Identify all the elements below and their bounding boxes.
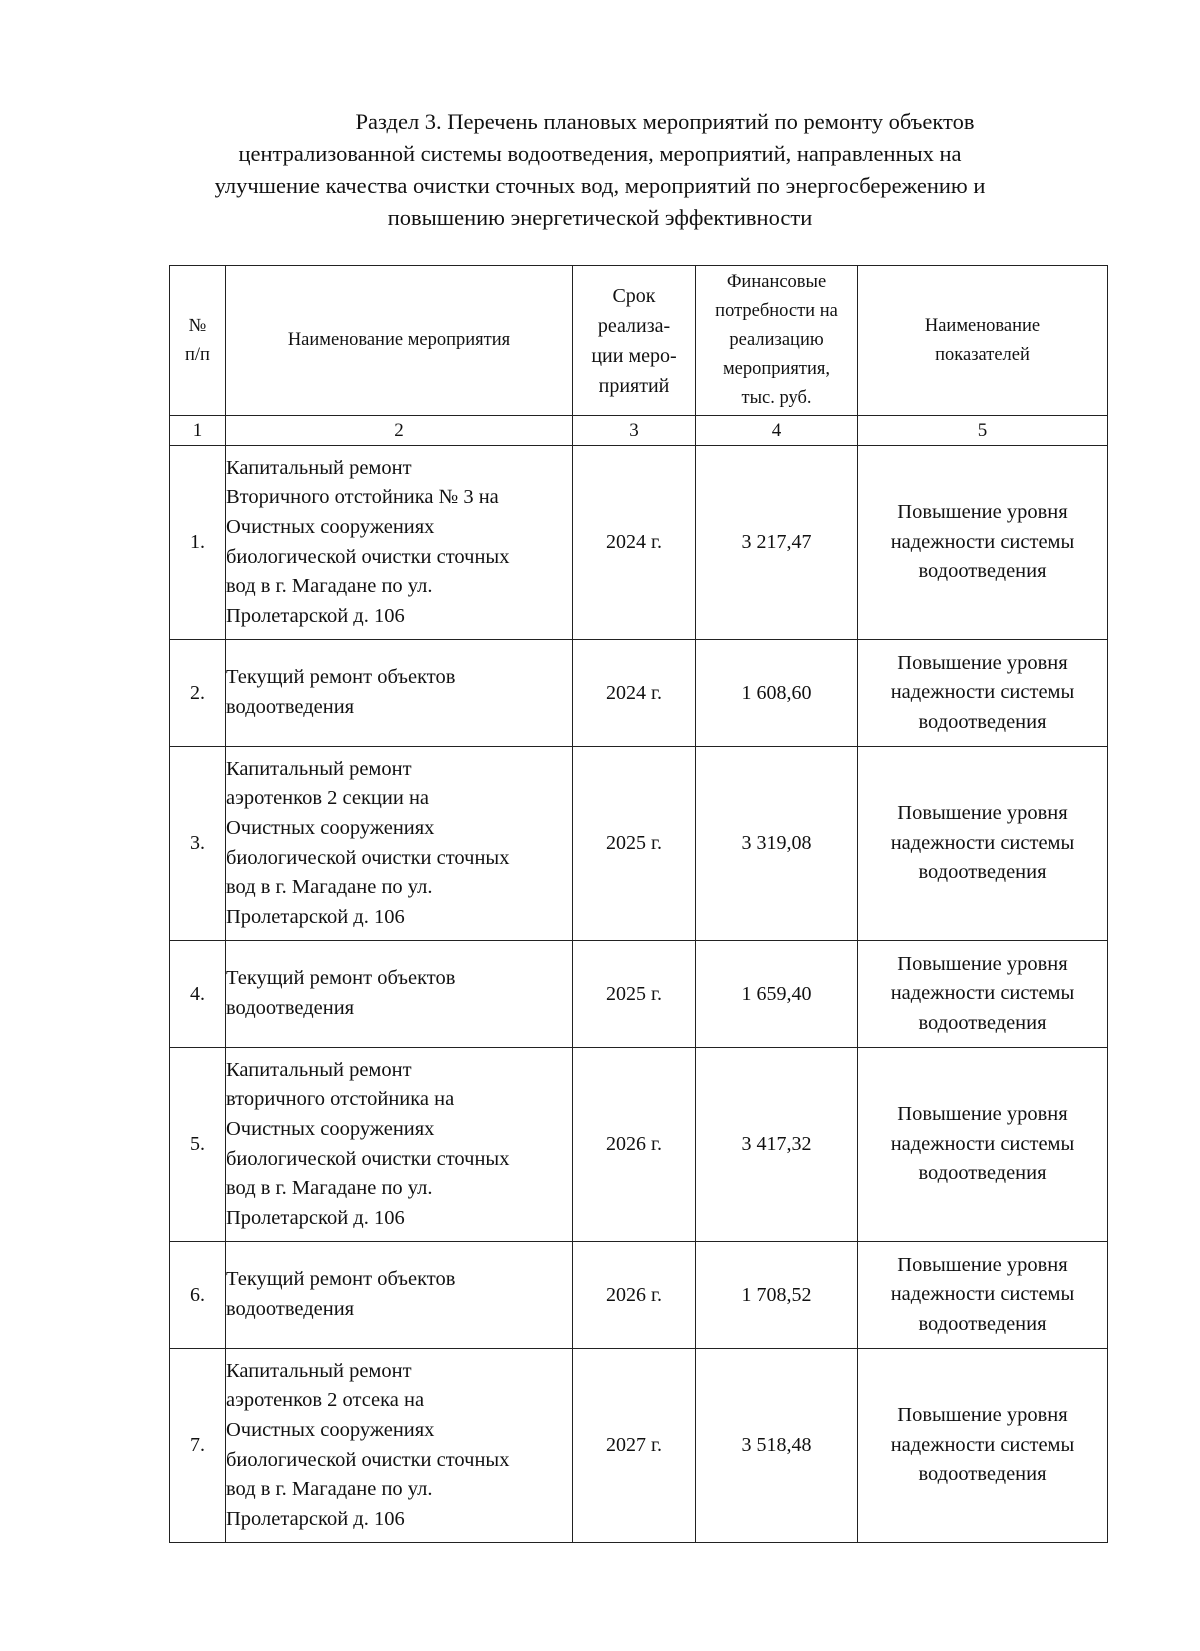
measure-term: 2025 г. (573, 941, 696, 1048)
row-number: 3. (170, 747, 226, 941)
indicator-name (858, 1242, 1108, 1349)
measure-name-line: биологической очистки сточных (226, 1147, 510, 1170)
indicator-line: водоотведения (918, 710, 1047, 733)
measure-name-line: вторичного отстойника на (226, 1088, 455, 1111)
header-term-line: ции меро- (591, 344, 677, 367)
header-num-line: п/п (185, 344, 210, 365)
title-line: улучшение качества очистки сточных вод, мероприятий по энергосбережению и (214, 173, 986, 198)
measure-name-line: водоотведения (226, 696, 355, 718)
header-num (170, 266, 226, 416)
indicator-line: надежности системы (890, 831, 1075, 854)
measure-name-line: вод в г. Магадане по ул. (226, 1478, 433, 1501)
row-number: 5. (170, 1048, 226, 1242)
indicator-line: Повышение уровня (897, 501, 1068, 524)
table-row (170, 747, 1108, 941)
table-row (170, 446, 1108, 640)
measure-name-line: Очистных сооружениях (226, 515, 435, 538)
measures-table (169, 265, 1108, 1543)
title-line: централизованной системы водоотведения, мероприятий, направленных на (238, 141, 962, 166)
header-row (170, 266, 1108, 416)
measure-name-line: Вторичного отстойника № 3 на (226, 486, 499, 509)
measure-name (226, 941, 573, 1048)
header-term-line: приятий (598, 374, 670, 397)
measure-name (226, 1242, 573, 1349)
measure-name-line: биологической очистки сточных (226, 545, 510, 568)
indicator-line: водоотведения (918, 1463, 1047, 1486)
column-number: 1 (170, 416, 226, 446)
measure-name-line: биологической очистки сточных (226, 846, 510, 869)
measure-name-line: Текущий ремонт объектов (226, 1268, 456, 1291)
measure-name-line: Очистных сооружениях (226, 1418, 435, 1441)
measure-name-line: вод в г. Магадане по ул. (226, 1177, 433, 1200)
header-indicator-line: показателей (935, 344, 1030, 365)
measure-term: 2026 г. (573, 1048, 696, 1242)
row-number: 7. (170, 1349, 226, 1543)
indicator-line: надежности системы (890, 530, 1075, 553)
table-row (170, 941, 1108, 1048)
header-num-line: № (188, 315, 207, 336)
header-term-line: реализа- (597, 314, 671, 337)
measure-name-line: Капитальный ремонт (226, 1058, 412, 1081)
indicator-line: надежности системы (890, 1433, 1075, 1456)
measure-name-line: Текущий ремонт объектов (226, 666, 456, 689)
header-term-line: Срок (612, 284, 656, 307)
header-cost-line: реализацию (729, 330, 824, 350)
header-cost-line: тыс. руб. (741, 388, 812, 408)
measure-name-line: Капитальный ремонт (226, 1359, 412, 1382)
header-indicator-line: Наименование (924, 315, 1041, 336)
measure-name-line: Капитальный ремонт (226, 456, 412, 479)
column-number: 5 (858, 416, 1108, 446)
indicator-line: водоотведения (918, 1312, 1047, 1335)
indicator-name (858, 941, 1108, 1048)
title-line: повышению энергетической эффективности (387, 205, 813, 230)
measure-cost: 3 417,32 (696, 1048, 858, 1242)
measure-name-line: Очистных сооружениях (226, 1117, 435, 1140)
indicator-line: Повышение уровня (897, 952, 1068, 975)
indicator-line: надежности системы (890, 1283, 1075, 1306)
measure-term: 2027 г. (573, 1349, 696, 1543)
row-number: 2. (170, 640, 226, 747)
header-indicator (858, 266, 1108, 416)
indicator-line: надежности системы (890, 1132, 1075, 1155)
indicator-name (858, 640, 1108, 747)
measure-name (226, 1349, 573, 1543)
table-row (170, 640, 1108, 747)
indicator-name (858, 446, 1108, 640)
measure-cost: 1 608,60 (696, 640, 858, 747)
indicator-line: Повышение уровня (897, 1404, 1068, 1427)
measure-name-line: аэротенков 2 отсека на (226, 1389, 425, 1412)
indicator-line: надежности системы (890, 681, 1075, 704)
header-name (226, 266, 573, 416)
measure-name (226, 1048, 573, 1242)
indicator-line: водоотведения (918, 861, 1047, 884)
indicator-line: надежности системы (890, 982, 1075, 1005)
table-row (170, 1242, 1108, 1349)
measures-table-body (170, 266, 1108, 1543)
indicator-line: Повышение уровня (897, 651, 1068, 674)
indicator-line: водоотведения (918, 1011, 1047, 1034)
column-number-row (170, 416, 1108, 446)
section-title (0, 106, 1200, 234)
measure-term: 2024 г. (573, 446, 696, 640)
header-cost-line: мероприятия, (722, 359, 831, 379)
measure-name-line: Текущий ремонт объектов (226, 967, 456, 990)
measure-term: 2025 г. (573, 747, 696, 941)
column-number: 3 (573, 416, 696, 446)
measure-name (226, 747, 573, 941)
indicator-line: Повышение уровня (897, 1103, 1068, 1126)
measure-name-line: Очистных сооружениях (226, 816, 435, 839)
indicator-name (858, 747, 1108, 941)
table-row (170, 1349, 1108, 1543)
title-line: Раздел 3. Перечень плановых мероприятий по ремонту объектов (355, 109, 975, 134)
header-name-line: Наименование мероприятия (287, 330, 511, 350)
measure-cost: 3 319,08 (696, 747, 858, 941)
table-row (170, 1048, 1108, 1242)
row-number: 1. (170, 446, 226, 640)
measure-name-line: вод в г. Магадане по ул. (226, 876, 433, 899)
header-cost-line: потребности на (715, 301, 838, 321)
measure-term: 2026 г. (573, 1242, 696, 1349)
column-number: 4 (696, 416, 858, 446)
measure-cost: 1 659,40 (696, 941, 858, 1048)
measure-name (226, 446, 573, 640)
header-cost (696, 266, 858, 416)
measure-name-line: водоотведения (226, 1298, 355, 1320)
row-number: 6. (170, 1242, 226, 1349)
measure-name-line: Пролетарской д. 106 (226, 905, 405, 928)
indicator-line: водоотведения (918, 560, 1047, 583)
header-cost-line: Финансовые (726, 272, 827, 292)
measure-name-line: Капитальный ремонт (226, 757, 412, 780)
measure-name-line: Пролетарской д. 106 (226, 604, 405, 627)
measure-name-line: Пролетарской д. 106 (226, 1206, 405, 1229)
header-term (573, 266, 696, 416)
measure-name-line: аэротенков 2 секции на (226, 787, 430, 810)
row-number: 4. (170, 941, 226, 1048)
measure-name-line: биологической очистки сточных (226, 1448, 510, 1471)
indicator-line: Повышение уровня (897, 1253, 1068, 1276)
column-number: 2 (226, 416, 573, 446)
measure-cost: 1 708,52 (696, 1242, 858, 1349)
measure-term: 2024 г. (573, 640, 696, 747)
indicator-line: Повышение уровня (897, 802, 1068, 825)
indicator-name (858, 1048, 1108, 1242)
measure-name-line: вод в г. Магадане по ул. (226, 575, 433, 598)
measure-cost: 3 217,47 (696, 446, 858, 640)
measure-name-line: Пролетарской д. 106 (226, 1507, 405, 1530)
indicator-line: водоотведения (918, 1162, 1047, 1185)
measure-name-line: водоотведения (226, 997, 355, 1019)
indicator-name (858, 1349, 1108, 1543)
measure-name (226, 640, 573, 747)
measure-cost: 3 518,48 (696, 1349, 858, 1543)
